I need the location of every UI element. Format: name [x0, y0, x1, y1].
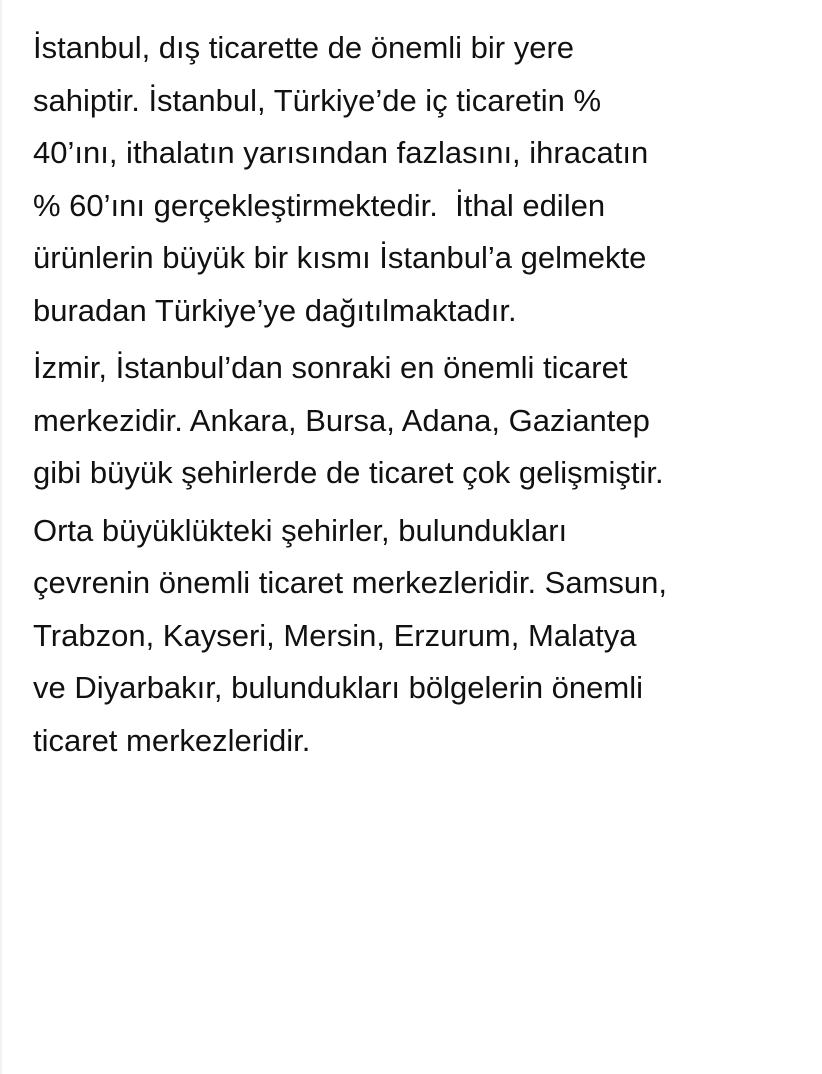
text-line: sahiptir. İstanbul, Türkiye’de iç ticaretin % — [33, 82, 602, 118]
document-body — [33, 22, 818, 772]
text-line: çevrenin önemli ticaret merkezleridir. Samsun, — [33, 565, 668, 600]
paragraph-izmir-trade — [33, 342, 818, 500]
text-line: ürünlerin büyük bir kısmı İstanbul’a gelmekte — [33, 240, 647, 275]
text-line: ticaret merkezleridir. — [33, 722, 311, 758]
text-line: merkezidir. Ankara, Bursa, Adana, Gaziantep — [33, 402, 650, 438]
text-line: % 60’ını gerçekleştirmektedir. İthal edilen — [33, 187, 606, 223]
text-line: buradan Türkiye’ye dağıtılmaktadır. — [33, 292, 517, 328]
paragraph-medium-cities-trade — [33, 505, 818, 768]
paragraph-istanbul-trade — [33, 22, 818, 337]
text-line: İstanbul, dış ticarette de önemli bir yere — [33, 30, 575, 65]
text-line: İzmir, İstanbul’dan sonraki en önemli ticaret — [33, 350, 628, 385]
text-line: Orta büyüklükteki şehirler, bulundukları — [33, 512, 568, 548]
text-line: ve Diyarbakır, bulundukları bölgelerin önemli — [33, 670, 643, 705]
text-line: 40’ını, ithalatın yarısından fazlasını, ihracatın — [33, 135, 649, 170]
text-line: gibi büyük şehirlerde de ticaret çok gelişmiştir. — [33, 455, 664, 490]
text-line: Trabzon, Kayseri, Mersin, Erzurum, Malatya — [33, 617, 637, 653]
